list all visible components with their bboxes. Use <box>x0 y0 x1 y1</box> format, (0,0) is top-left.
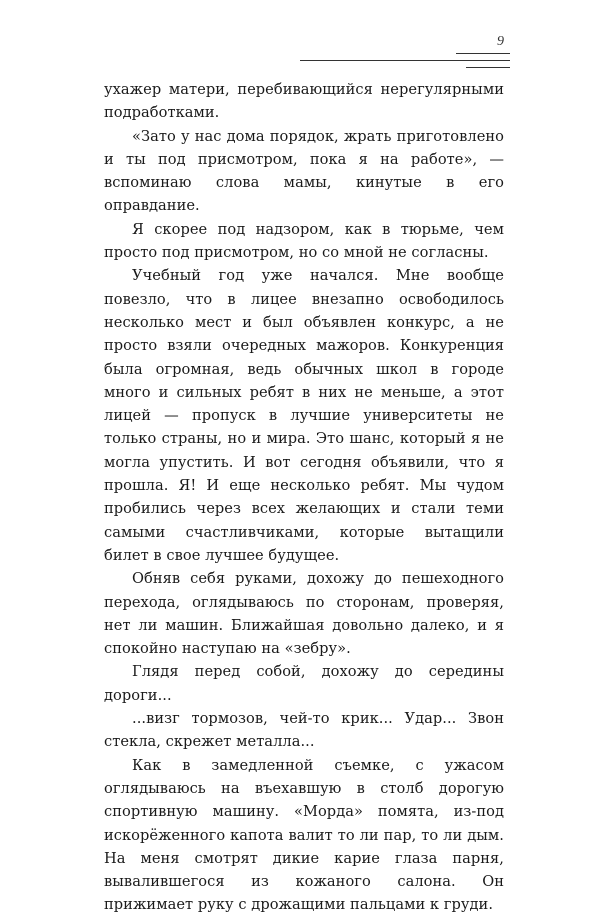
paragraph: ...визг тормозов, чей-то крик... Удар... Звон стекла, скрежет металла... <box>104 710 504 751</box>
paragraph: Учебный год уже начался. Мне вообще повезло, что в лицее внезапно освободилось несколько мест и был объявлен конкурс, а не просто взяли очередных мажоров. Конкуренция была огромная, ведь обычных школ в городе много и сильных ребят в них не меньше, а этот лицей — пропуск в лучшие университеты не только страны, но и мира. Это шанс, который я не могла упустить. И вот сегодня объявили, что я прошла. Я! И еще несколько ребят. Мы чудом пробились через всех желающих и стали теми самыми счастливчиками, которые вытащили билет в свое лучшее будущее. <box>104 267 504 564</box>
paragraph: Глядя перед собой, дохожу до середины дороги... <box>104 663 504 704</box>
paragraph: Как в замедленной съемке, с ужасом оглядываюсь на въехавшую в столб дорогую спортивную машину. «Морда» помята, из-под искорёженного капота валит то ли пар, то ли дым. На меня смотрят дикие карие глаза парня, вывалившегося из кожаного салона. Он прижимает руку с дрожащими пальцами к груди. <box>104 756 504 914</box>
paragraph: ухажер матери, перебивающийся нерегулярными подработками. <box>104 81 504 122</box>
paragraph: «Зато у нас дома порядок, жрать приготовлено и ты под присмотром, пока я на работе», — вспоминаю слова мамы, кинутые в его оправдание. <box>104 127 504 215</box>
page-header <box>300 34 510 74</box>
body-text <box>104 78 504 917</box>
paragraph: Я скорее под надзором, как в тюрьме, чем просто под присмотром, но со мной не согласны. <box>104 220 504 262</box>
header-rule-bottom <box>466 67 510 68</box>
header-rule-middle <box>300 60 510 61</box>
paragraph: Обняв себя руками, дохожу до пешеходного перехода, оглядываюсь по сторонам, проверяя, нет ли машин. Ближайшая довольно далеко, и я спокойно наступаю на «зебру». <box>104 570 504 658</box>
page-number: 9 <box>497 34 504 49</box>
header-rule-top <box>456 53 510 54</box>
